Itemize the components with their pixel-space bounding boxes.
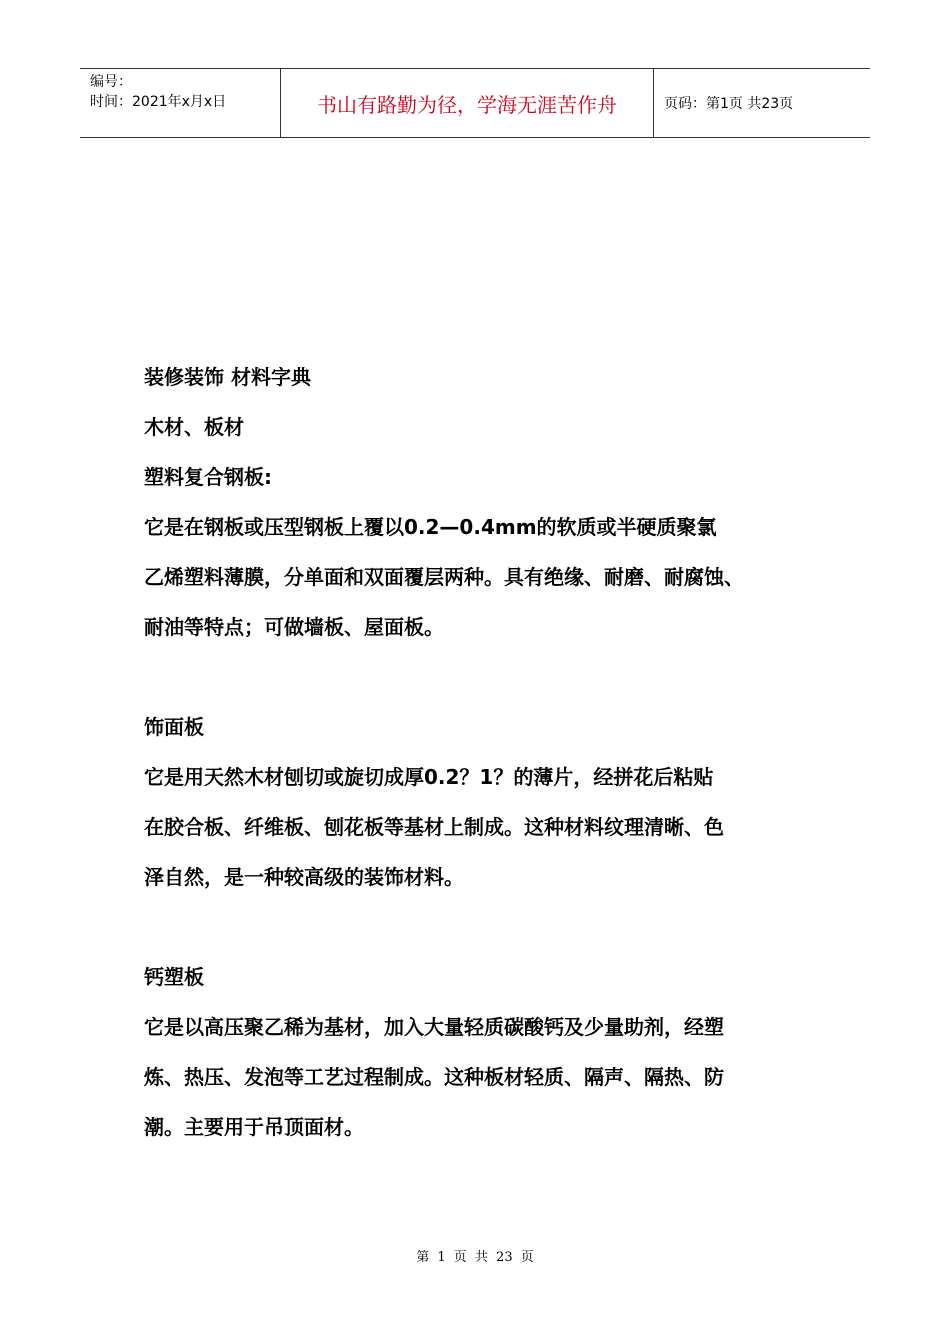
section-line: 在胶合板、纤维板、刨花板等基材上制成。这种材料纹理清晰、色 (144, 815, 724, 839)
section-line: 它是用天然木材刨切或旋切成厚0.2？1？的薄片，经拼花后粘贴 (144, 765, 714, 789)
section-line: 乙烯塑料薄膜，分单面和双面覆层两种。具有绝缘、耐磨、耐腐蚀、 (144, 565, 744, 589)
section-line: 它是在钢板或压型钢板上覆以0.2—0.4mm的软质或半硬质聚氯 (144, 515, 717, 539)
section-heading: 饰面板 (144, 715, 204, 739)
page-header-table (80, 68, 870, 138)
header-motto: 书山有路勤为径，学海无涯苦作舟 (317, 92, 617, 117)
section-line: 耐油等特点；可做墙板、屋面板。 (144, 615, 444, 639)
document-title: 装修装饰 材料字典 (144, 365, 311, 389)
section-heading: 钙塑板 (144, 965, 204, 989)
section-line: 它是以高压聚乙稀为基材，加入大量轻质碳酸钙及少量助剂，经塑 (144, 1015, 724, 1039)
section-line: 泽自然，是一种较高级的装饰材料。 (144, 865, 464, 889)
document-body (144, 352, 834, 1152)
page-footer: 第 1 页 共 23 页 (416, 1250, 534, 1265)
header-page-cell (654, 69, 870, 137)
paragraph-spacer (144, 652, 834, 702)
paragraph-spacer (144, 902, 834, 952)
section-line: 潮。主要用于吊顶面材。 (144, 1115, 364, 1139)
time-label: 时间：2021年x月x日 (90, 94, 227, 110)
section-line: 炼、热压、发泡等工艺过程制成。这种板材轻质、隔声、隔热、防 (144, 1065, 724, 1089)
document-category: 木材、板材 (144, 415, 244, 439)
header-meta-cell (80, 69, 281, 137)
header-page-info: 页码：第1页 共23页 (664, 96, 794, 112)
number-label: 编号： (90, 74, 132, 90)
section-heading: 塑料复合钢板: (144, 465, 272, 489)
header-motto-cell (281, 69, 654, 137)
